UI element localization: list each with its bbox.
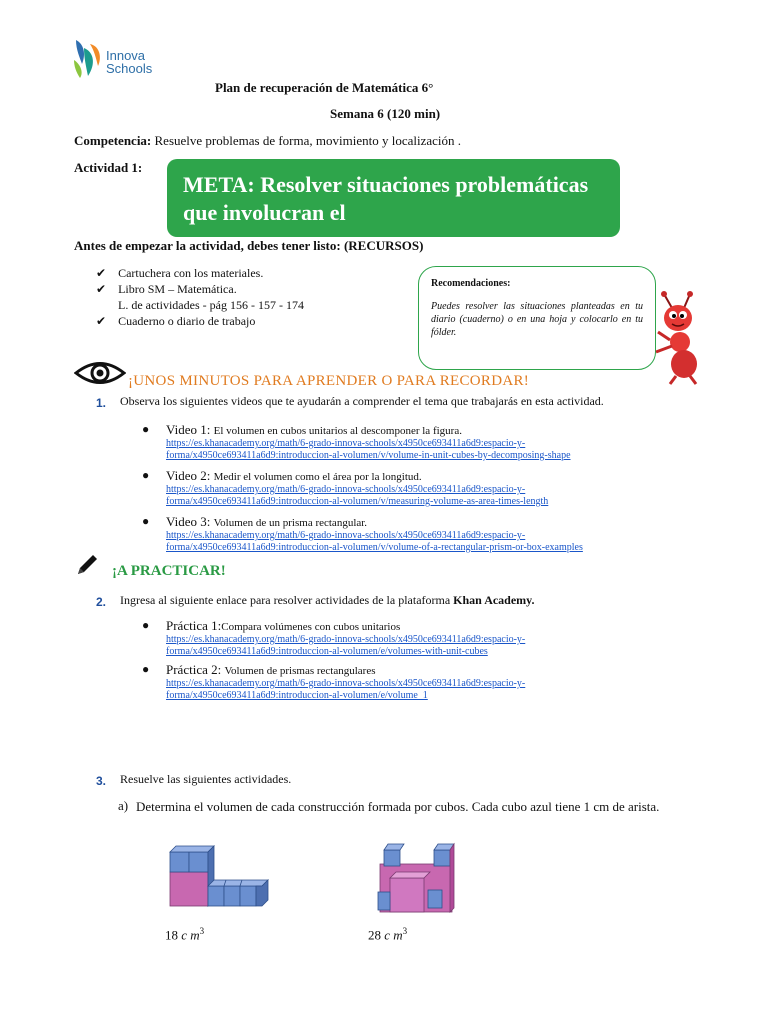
practice-label: Práctica 2: (166, 662, 225, 677)
section2-heading: ¡A PRACTICAR! (112, 563, 226, 579)
video-item (142, 468, 722, 508)
meta-banner (167, 159, 620, 237)
resource-item (96, 281, 304, 297)
logo-text (106, 49, 152, 75)
video-desc: Volumen de un prisma rectangular. (213, 517, 368, 529)
practice-link-cont[interactable]: forma/x4950ce693411a6d9:introduccion-al-volumen/e/volumes-with-unit-cubes (166, 646, 488, 657)
recommendations-body: Puedes resolver las situaciones planteadas en tu diario (cuaderno) o en una hoja y colocarlo en tu fólder. (431, 301, 643, 338)
resource-item-label: Cartuchera con los materiales. (118, 266, 264, 280)
practice-title (166, 618, 722, 634)
practice-title (166, 662, 722, 678)
step2-text (120, 593, 535, 608)
actividad-label: Actividad 1: (74, 160, 143, 175)
practice-item (142, 618, 722, 658)
cube-construction-1-icon (168, 842, 272, 908)
video-item (142, 514, 722, 554)
resources-list (96, 265, 304, 329)
answer-2-exp: 3 (402, 926, 408, 936)
eye-icon (74, 358, 126, 388)
bullet-icon: ● (142, 618, 150, 632)
video-label: Video 3: (166, 514, 214, 529)
resource-sub-item: L. de actividades - pág 156 - 157 - 174 (118, 298, 304, 312)
step3a-text: Determina el volumen de cada construcción formada por cubos. Cada cubo azul tiene 1 cm de arista. (136, 799, 660, 814)
practice-list (142, 618, 722, 702)
practice-link-cont[interactable]: forma/x4950ce693411a6d9:introduccion-al-volumen/e/volume_1 (166, 690, 428, 701)
competencia-label: Competencia: (74, 133, 152, 148)
resources-intro-bold: Antes de empezar la actividad, debes tener listo: (74, 238, 341, 253)
document-title: Plan de recuperación de Matemática 6° (215, 80, 434, 95)
cube-construction-2-icon (374, 842, 462, 914)
video-label: Video 2: (166, 468, 214, 483)
practice-item (142, 662, 722, 702)
video-list (142, 422, 722, 554)
video-desc: El volumen en cubos unitarios al descomponer la figura. (213, 425, 462, 437)
video-link-cont[interactable]: forma/x4950ce693411a6d9:introduccion-al-volumen/v/volume-in-unit-cubes-by-decomposing-shape (166, 450, 571, 461)
resource-item (96, 265, 304, 281)
step2-text-plain: Ingresa al siguiente enlace para resolver actividades de la plataforma (120, 593, 454, 607)
answer-1-unit: c m (181, 927, 200, 943)
competencia-line (74, 133, 461, 149)
competencia-text: Resuelve problemas de forma, movimiento y localización . (154, 133, 462, 148)
video-link[interactable]: https://es.khanacademy.org/math/6-grado-innova-schools/x4950ce693411a6d9:espacio-y- (166, 530, 526, 541)
video-desc: Medir el volumen como el área por la longitud. (213, 471, 422, 483)
bullet-icon: ● (142, 468, 150, 482)
meta-text: META: Resolver situaciones problemáticas que involucran el (183, 172, 589, 225)
step3-number (96, 772, 106, 790)
bullet-icon: ● (142, 422, 150, 436)
logo-line2: Schools (106, 61, 153, 76)
resource-item (96, 313, 304, 329)
video-link-cont[interactable]: forma/x4950ce693411a6d9:introduccion-al-volumen/v/measuring-volume-as-area-times-length (166, 496, 549, 507)
resource-item-label: Libro SM – Matemática. (118, 282, 237, 296)
step2-text-bold: Khan Academy. (453, 593, 535, 607)
step1-num: 1. (96, 396, 107, 410)
bullet-icon: ● (142, 514, 150, 528)
step3a-letter: a) (118, 798, 129, 813)
answer-1-number: 18 (165, 927, 178, 943)
step3-num: 3. (96, 774, 107, 788)
innova-schools-logo (72, 38, 182, 80)
video-title (166, 422, 722, 438)
video-title (166, 514, 722, 530)
recommendations-title: Recomendaciones: (431, 278, 511, 289)
video-link-cont[interactable]: forma/x4950ce693411a6d9:introduccion-al-volumen/v/volume-of-a-rectangular-prism-or-box-examples (166, 542, 583, 553)
checkmark-icon: ✔ (96, 314, 107, 328)
video-link[interactable]: https://es.khanacademy.org/math/6-grado-innova-schools/x4950ce693411a6d9:espacio-y- (166, 438, 526, 449)
step2-number (96, 593, 106, 611)
resources-intro (74, 238, 423, 254)
checkmark-icon: ✔ (96, 266, 107, 280)
resources-tag: (RECURSOS) (343, 238, 424, 253)
document-subtitle: Semana 6 (120 min) (330, 106, 441, 121)
video-label: Video 1: (166, 422, 214, 437)
video-title (166, 468, 722, 484)
video-link[interactable]: https://es.khanacademy.org/math/6-grado-innova-schools/x4950ce693411a6d9:espacio-y- (166, 484, 526, 495)
practice-desc: Volumen de prismas rectangulares (224, 665, 376, 677)
logo-line1: Innova (106, 48, 146, 63)
step1-number (96, 394, 106, 412)
step2-num: 2. (96, 595, 107, 609)
logo-mark-icon (72, 38, 106, 80)
video-item (142, 422, 722, 462)
resource-item-label: Cuaderno o diario de trabajo (118, 314, 256, 328)
checkmark-icon: ✔ (96, 282, 107, 296)
answer-2-number: 28 (368, 927, 381, 943)
pencil-icon (74, 552, 100, 578)
practice-label: Práctica 1: (166, 618, 222, 633)
ant-mascot-icon (650, 290, 710, 386)
answer-1-exp: 3 (199, 926, 205, 936)
practice-link[interactable]: https://es.khanacademy.org/math/6-grado-innova-schools/x4950ce693411a6d9:espacio-y- (166, 634, 526, 645)
bullet-icon: ● (142, 662, 150, 676)
step1-text: Observa los siguientes videos que te ayudarán a comprender el tema que trabajarás en esta actividad. (120, 394, 604, 408)
answer-1 (165, 926, 204, 943)
step3-text: Resuelve las siguientes actividades. (120, 772, 292, 786)
answer-2-unit: c m (384, 927, 403, 943)
recommendations-box (418, 266, 656, 370)
section1-heading: ¡UNOS MINUTOS PARA APRENDER O PARA RECORDAR! (128, 373, 530, 389)
practice-link[interactable]: https://es.khanacademy.org/math/6-grado-innova-schools/x4950ce693411a6d9:espacio-y- (166, 678, 526, 689)
practice-desc: Compara volúmenes con cubos unitarios (221, 621, 401, 633)
answer-2 (368, 926, 407, 943)
